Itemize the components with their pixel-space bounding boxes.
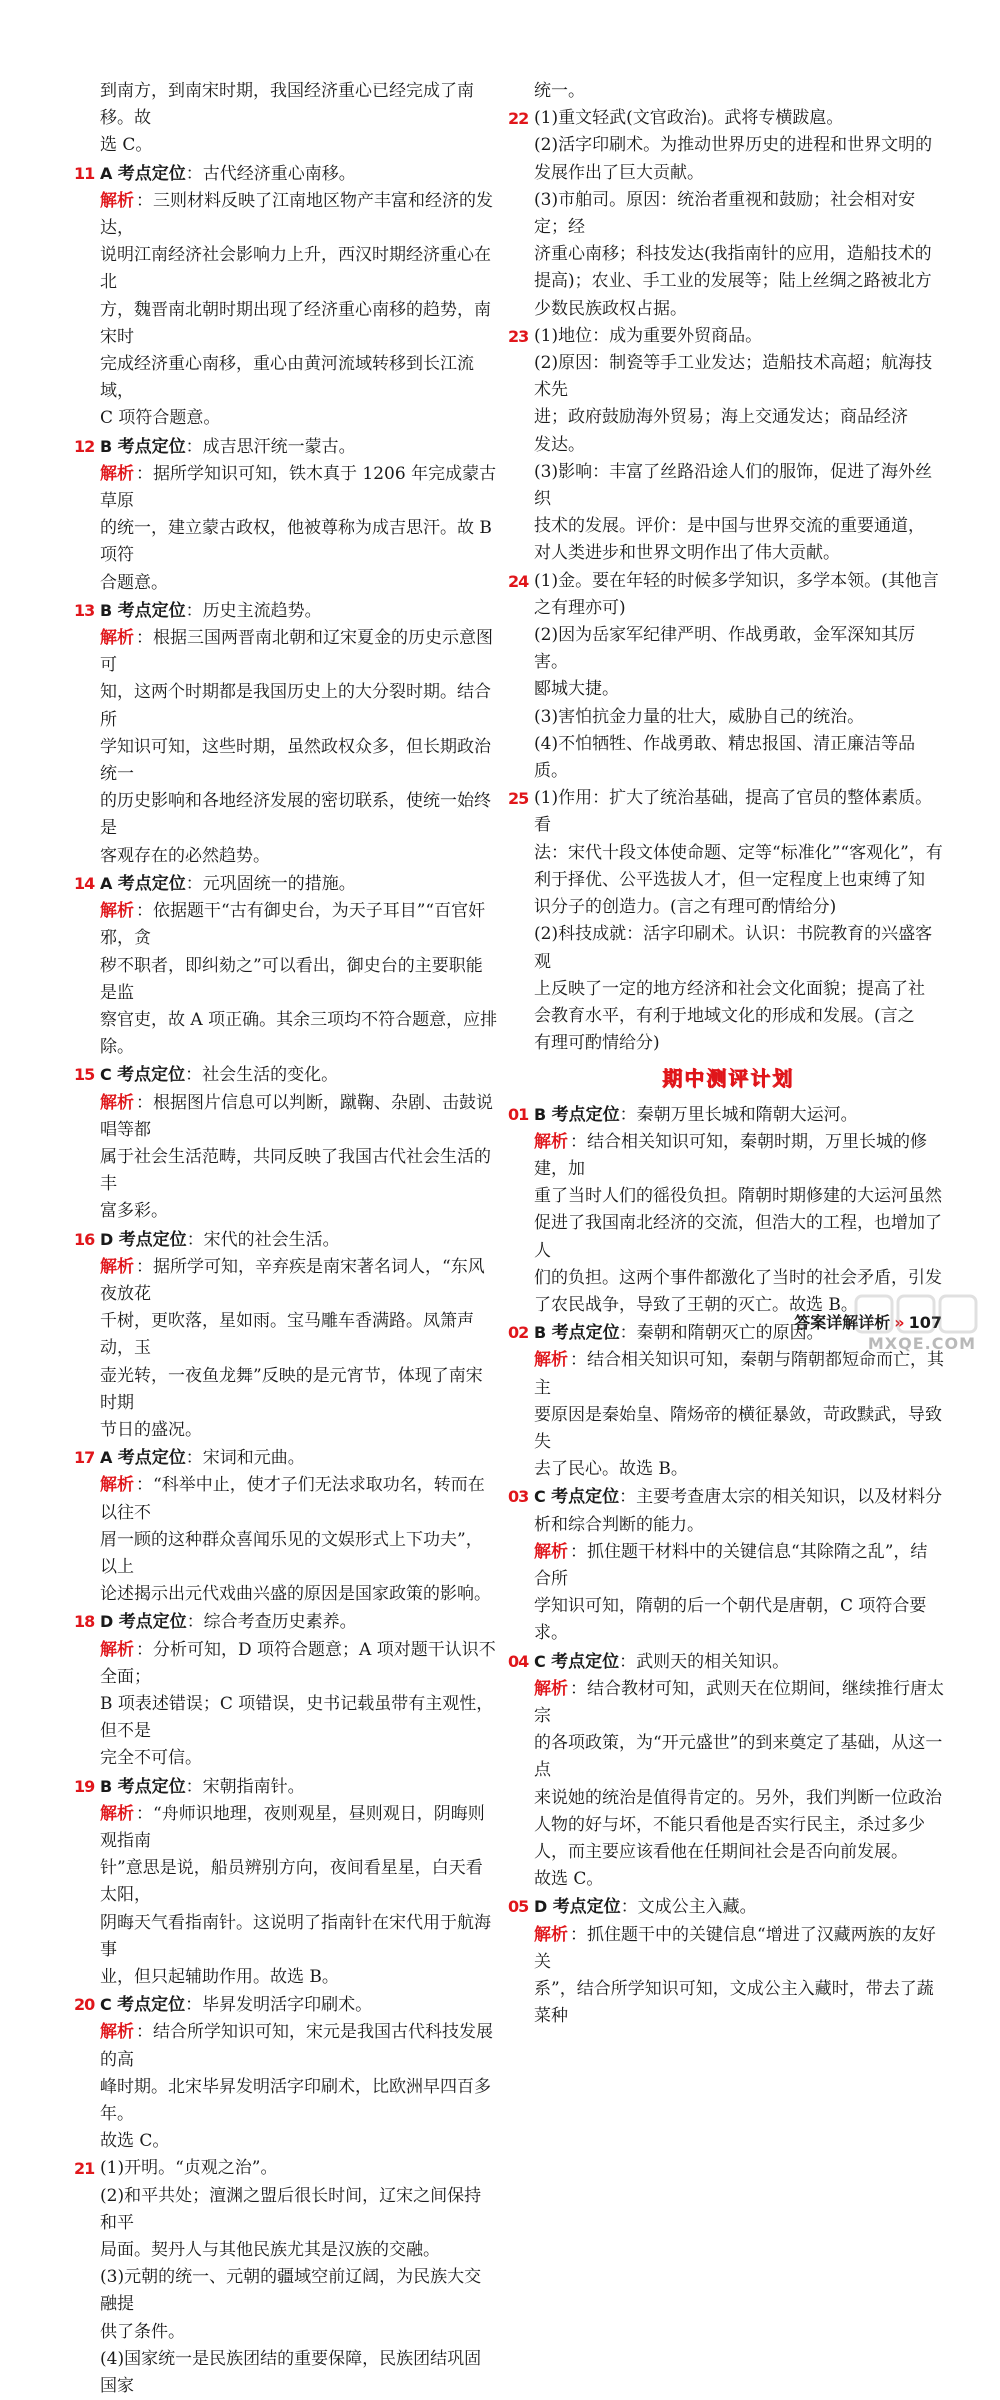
text-line: 察官吏，故 A 项正确。其余三项均不符合题意，应排除。 [100, 1009, 498, 1058]
answer-letter: A [100, 1448, 113, 1468]
question-number: 12 [74, 436, 95, 456]
text-line: 局面。契丹人与其他民族尤其是汉族的交融。 [100, 2240, 440, 2261]
explanation-tag: 解析 [534, 1924, 568, 1945]
section-title: 期中测评计划 [654, 1065, 802, 1092]
explanation-text: 据所学可知，辛弃疾是南宋著名词人，“东风夜放花 [100, 1256, 485, 1304]
explanation-line [78, 1090, 498, 1144]
explanation-colon: ： [570, 1131, 587, 1152]
text-line: 上反映了一定的地方经济和社会文化面貌；提高了社 [534, 978, 925, 999]
right-column [508, 78, 944, 2030]
text-line: 到南方，到南宋时期，我国经济重心已经完成了南移。故 [100, 81, 474, 129]
question-number: 15 [74, 1065, 95, 1085]
question-answer [74, 1991, 498, 2019]
text-line: 壶光转，一夜鱼龙舞”反映的是元宵节，体现了南宋时期 [100, 1365, 483, 1413]
text-line: 之有理亦可) [534, 597, 626, 618]
topic-label: 考点定位 [118, 1229, 187, 1250]
question-number: 02 [508, 1323, 529, 1343]
answer-text: (1)重文轻武(文官政治)。武将专横跋扈。 [534, 108, 844, 129]
text-line: 来说她的统治是值得肯定的。另外，我们判断一位政治 [534, 1787, 942, 1808]
topic-text: ：毕昇发明活字印刷术。 [185, 1995, 373, 2016]
answer-letter: D [100, 1229, 114, 1249]
topic-text: ：主要考查唐太宗的相关知识，以及材料分 [619, 1487, 943, 1508]
text-line: (2)活字印刷术。为推动世界历史的进程和世界文明的 [534, 135, 933, 156]
explanation-colon: ： [136, 901, 153, 922]
explanation-colon: ： [136, 1092, 153, 1113]
topic-text: ：宋词和元曲。 [185, 1448, 305, 1469]
topic-label: 考点定位 [551, 1104, 620, 1125]
explanation-line [512, 1129, 944, 1183]
text-line: 秽不职者，即纠劾之”可以看出，御史台的主要职能是监 [100, 955, 483, 1003]
answer-letter: B [534, 1323, 547, 1343]
answer-text: (1)金。要在年轻的时候多学知识，多学本领。(其他言 [534, 570, 939, 591]
topic-text: ：秦朝和隋朝灭亡的原因。 [619, 1323, 824, 1344]
text-line: 对人类进步和世界文明作出了伟大贡献。 [534, 543, 840, 564]
text-line: 系”，结合所学知识可知，文成公主入藏时，带去了蔬菜种 [534, 1979, 934, 2027]
answer-letter: D [534, 1897, 548, 1917]
answer-letter: A [100, 873, 113, 893]
text-line: B 项表述错误；C 项错误，史书记载虽带有主观性，但不是 [100, 1693, 494, 1742]
question-number: 13 [74, 600, 95, 620]
text-line: 人物的好与坏，不能只看他是否实行民主，杀过多少 [534, 1814, 925, 1835]
answer-letter: A [100, 163, 113, 183]
question-number: 04 [508, 1651, 529, 1671]
text-line: 故选 C。 [100, 2131, 170, 2152]
explanation-line [78, 1637, 498, 1691]
topic-text: ：宋朝指南针。 [185, 1776, 305, 1797]
explanation-text: “舟师识地理，夜则观星，昼则观日，阴晦则观指南 [100, 1803, 485, 1851]
text-line: C 项符合题意。 [100, 408, 221, 429]
text-line: (3)市舶司。原因：统治者重视和鼓励；社会相对安定；经 [534, 189, 916, 238]
section-heading [512, 1065, 944, 1094]
text-line: 学知识可知，隋朝的后一个朝代是唐朝，C 项符合要求。 [534, 1596, 927, 1644]
question-answer [74, 160, 498, 188]
left-column [74, 78, 498, 2400]
question-answer [508, 105, 944, 132]
explanation-text: 抓住题干中的关键信息“增进了汉藏两族的友好关 [534, 1924, 936, 1972]
explanation-tag: 解析 [100, 1475, 134, 1496]
text-line: 知，这两个时期都是我国历史上的大分裂时期。结合所 [100, 682, 491, 730]
text-line: 选 C。 [100, 135, 153, 156]
question-number: 25 [508, 789, 529, 809]
topic-text: ：武则天的相关知识。 [619, 1651, 790, 1672]
answer-letter: B [100, 600, 113, 620]
question-answer [508, 568, 944, 595]
question-number: 01 [508, 1104, 529, 1124]
answer-letter: C [534, 1487, 546, 1507]
explanation-text: 结合相关知识可知，秦朝与隋朝都短命而亡，其主 [534, 1350, 944, 1398]
text-line: 人，而主要应该看他在任期间社会是否向前发展。 [534, 1842, 908, 1862]
topic-label: 考点定位 [117, 873, 186, 894]
text-line: 供了条件。 [100, 2321, 185, 2342]
topic-text: ：文成公主入藏。 [620, 1897, 757, 1918]
explanation-text: 结合相关知识可知，秦朝时期，万里长城的修建，加 [534, 1131, 927, 1179]
topic-text: ：历史主流趋势。 [185, 600, 322, 621]
text-line: (2)和平共处；澶渊之盟后很长时间，辽宋之间保持和平 [100, 2185, 482, 2233]
text-line: 会教育水平，有利于地域文化的形成和发展。(言之 [534, 1005, 915, 1026]
explanation-text: 结合教材可知，武则天在位期间，继续推行唐太宗 [534, 1678, 944, 1726]
footer-label: 答案详解详析 [794, 1313, 891, 1332]
topic-label: 考点定位 [117, 1448, 186, 1469]
explanation-tag: 解析 [100, 1092, 134, 1113]
text-line: 重了当时人们的徭役负担。隋朝时期修建的大运河虽然 [534, 1186, 942, 1207]
topic-label: 考点定位 [117, 436, 186, 457]
text-line: 利于择优、公平选拔人才，但一定程度上也束缚了知 [534, 869, 925, 890]
topic-label: 考点定位 [551, 1323, 620, 1344]
text-line: 法：宋代十段文体使命题、定等“标准化”“客观化”，有 [534, 842, 943, 863]
answer-text: (1)开明。“贞观之治”。 [100, 2158, 278, 2179]
explanation-colon: ： [570, 1541, 587, 1562]
text-line: 统一。 [534, 81, 585, 101]
explanation-line [78, 898, 498, 952]
question-answer [74, 870, 498, 898]
topic-label: 考点定位 [117, 1995, 186, 2016]
text-line: 去了民心。故选 B。 [534, 1459, 688, 1480]
answer-letter: B [100, 1776, 113, 1796]
explanation-tag: 解析 [100, 1803, 134, 1824]
explanation-line [78, 1472, 498, 1526]
question-number: 24 [508, 571, 529, 591]
text-line: 客观存在的必然趋势。 [100, 845, 270, 866]
question-answer [74, 1773, 498, 1801]
question-answer [74, 433, 498, 461]
text-line: (3)害怕抗金力量的壮大，威胁自己的统治。 [534, 706, 865, 727]
explanation-text: 结合所学知识可知，宋元是我国古代科技发展的高 [100, 2022, 493, 2070]
text-line: 的各项政策，为“开元盛世”的到来奠定了基础，从这一点 [534, 1733, 943, 1781]
question-answer [74, 1444, 498, 1472]
explanation-colon: ： [570, 1678, 587, 1699]
question-answer [74, 2155, 498, 2182]
text-line: 提高)；农业、手工业的发展等；陆上丝绸之路被北方 [534, 271, 932, 292]
text-line: 节日的盛况。 [100, 1419, 202, 1440]
topic-label: 考点定位 [117, 163, 186, 184]
text-line: 识分子的创造力。(言之有理可酌情给分) [534, 897, 837, 918]
text-line: 论述揭示出元代戏曲兴盛的原因是国家政策的影响。 [100, 1584, 491, 1605]
explanation-line [78, 461, 498, 515]
question-answer [74, 1226, 498, 1254]
question-number: 14 [74, 873, 95, 893]
explanation-text: “科举中止，使才子们无法求取功名，转而在以往不 [100, 1475, 485, 1523]
answer-letter: B [100, 436, 113, 456]
topic-text: ：成吉思汗统一蒙古。 [185, 436, 356, 457]
page-number: 107 [908, 1313, 942, 1332]
answer-letter: B [534, 1104, 547, 1124]
explanation-text: 分析可知，D 项符合题意；A 项对题干认识不全面； [100, 1639, 496, 1687]
explanation-line [512, 1539, 944, 1593]
text-line: (4)国家统一是民族团结的重要保障，民族团结巩固国家 [100, 2348, 482, 2397]
question-answer [508, 1648, 944, 1676]
topic-label: 考点定位 [552, 1897, 621, 1918]
question-answer [508, 785, 944, 839]
text-line: 阴晦天气看指南针。这说明了指南针在宋代用于航海事 [100, 1912, 491, 1960]
explanation-text: 三则材料反映了江南地区物产丰富和经济的发达， [100, 190, 493, 239]
text-line: 合题意。 [100, 572, 168, 593]
text-line: 少数民族政权占据。 [534, 298, 687, 319]
answer-text: (1)地位：成为重要外贸商品。 [534, 325, 763, 346]
text-line: 郾城大捷。 [534, 679, 619, 700]
text-line: 针”意思是说，船员辨别方向，夜间看星星，白天看太阳， [100, 1858, 483, 1906]
question-number: 03 [508, 1487, 529, 1507]
explanation-colon: ： [136, 1475, 153, 1496]
text-line: (2)因为岳家军纪律严明、作战勇敢，金军深知其厉害。 [534, 625, 916, 673]
question-number: 19 [74, 1776, 95, 1796]
question-answer [508, 1483, 944, 1511]
explanation-tag: 解析 [534, 1678, 568, 1699]
topic-label: 考点定位 [551, 1651, 620, 1672]
text-line: 发达。 [534, 434, 585, 455]
explanation-colon: ： [570, 1350, 587, 1371]
explanation-colon: ： [136, 1639, 153, 1660]
text-line: 的历史影响和各地经济发展的密切联系，使统一始终是 [100, 791, 491, 839]
question-answer [508, 323, 944, 350]
text-line: 有理可酌情给分) [534, 1033, 660, 1054]
explanation-text: 抓住题干材料中的关键信息“其除隋之乱”，结合所 [534, 1541, 928, 1589]
watermark-text: MXQE.COM [867, 1334, 976, 1353]
explanation-text: 据所学知识可知，铁木真于 1206 年完成蒙古草原 [100, 463, 497, 512]
text-line: 析和综合判断的能力。 [534, 1514, 704, 1535]
explanation-line [78, 2019, 498, 2073]
question-answer [508, 1893, 944, 1921]
explanation-text: 根据图片信息可以判断，蹴鞠、杂剧、击鼓说唱等都 [100, 1092, 493, 1140]
explanation-text: 依据题干“古有御史台，为天子耳目”“百官奸邪，贪 [100, 901, 486, 949]
question-answer [74, 1061, 498, 1089]
topic-text: ：宋代的社会生活。 [186, 1229, 340, 1250]
answer-letter: C [100, 1995, 112, 2015]
text-line: 富多彩。 [100, 1201, 168, 1222]
topic-label: 考点定位 [551, 1487, 620, 1508]
explanation-tag: 解析 [100, 2022, 134, 2043]
explanation-colon: ： [136, 628, 153, 649]
explanation-line [78, 188, 498, 242]
topic-text: ：秦朝万里长城和隋朝大运河。 [619, 1104, 858, 1125]
text-line: 要原因是秦始皇、隋炀帝的横征暴敛，苛政黩武，导致失 [534, 1404, 942, 1452]
explanation-tag: 解析 [100, 463, 134, 484]
question-answer [508, 1101, 944, 1129]
text-line: 千树，更吹落，星如雨。宝马雕车香满路。凤箫声动，玉 [100, 1311, 474, 1359]
explanation-line [512, 1922, 944, 1976]
explanation-line [78, 1801, 498, 1855]
text-line: 方，魏晋南北朝时期出现了经济重心南移的趋势，南宋时 [100, 299, 491, 347]
question-number: 21 [74, 2159, 95, 2179]
question-number: 11 [74, 163, 95, 183]
question-number: 05 [508, 1897, 529, 1917]
explanation-line [78, 625, 498, 679]
question-answer [74, 1608, 498, 1636]
explanation-line [512, 1676, 944, 1730]
answer-letter: C [100, 1065, 112, 1085]
explanation-tag: 解析 [100, 1256, 134, 1277]
explanation-tag: 解析 [100, 628, 134, 649]
text-line: 了农民战争，导致了王朝的灭亡。故选 B。 [534, 1294, 858, 1315]
text-line: 屑一顾的这种群众喜闻乐见的文娱形式上下功夫”，以上 [100, 1529, 483, 1577]
topic-text: ：综合考查历史素养。 [186, 1612, 357, 1633]
explanation-tag: 解析 [100, 901, 134, 922]
topic-text: ：社会生活的变化。 [185, 1065, 339, 1086]
double-arrow-icon: » [894, 1313, 905, 1332]
question-number: 18 [74, 1612, 95, 1632]
text-line: 完全不可信。 [100, 1748, 202, 1769]
text-line: (4)不怕牺牲、作战勇敢、精忠报国、清正廉洁等品质。 [534, 733, 916, 782]
explanation-text: 根据三国两晋南北朝和辽宋夏金的历史示意图可 [100, 628, 493, 676]
explanation-tag: 解析 [100, 1639, 134, 1660]
text-line: 的统一，建立蒙古政权，他被尊称为成吉思汗。故 B 项符 [100, 518, 492, 566]
explanation-colon: ： [136, 2022, 153, 2043]
answer-letter: C [534, 1651, 546, 1671]
question-answer [74, 597, 498, 625]
text-line: 属于社会生活范畴，共同反映了我国古代社会生活的丰 [100, 1146, 491, 1195]
explanation-colon: ： [570, 1924, 587, 1945]
topic-label: 考点定位 [117, 1776, 186, 1797]
question-number: 16 [74, 1229, 95, 1249]
text-line: (3)影响：丰富了丝路沿途人们的服饰，促进了海外丝织 [534, 461, 933, 510]
explanation-colon: ： [136, 190, 153, 211]
text-line: 完成经济重心南移，重心由黄河流域转移到长江流域， [100, 354, 474, 402]
text-line: (2)原因：制瓷等手工业发达；造船技术高超；航海技术先 [534, 353, 933, 401]
text-line: 故选 C。 [534, 1869, 604, 1890]
text-line: 进；政府鼓励海外贸易；海上交通发达；商品经济 [534, 407, 908, 428]
explanation-colon: ： [136, 1256, 153, 1277]
topic-label: 考点定位 [118, 1612, 187, 1633]
answer-text: (1)作用：扩大了统治基础，提高了官员的整体素质。看 [534, 788, 933, 836]
explanation-tag: 解析 [534, 1131, 568, 1152]
topic-text: ：元巩固统一的措施。 [185, 873, 356, 894]
topic-label: 考点定位 [117, 1065, 186, 1086]
text-line: 学知识可知，这些时期，虽然政权众多，但长期政治统一 [100, 736, 491, 785]
text-line: (3)元朝的统一、元朝的疆域空前辽阔，为民族大交融提 [100, 2267, 482, 2315]
explanation-tag: 解析 [100, 190, 134, 211]
text-line: 峰时期。北宋毕昇发明活字印刷术，比欧洲早四百多年。 [100, 2076, 491, 2125]
text-line: 说明江南经济社会影响力上升，西汉时期经济重心在北 [100, 245, 491, 293]
topic-text: ：古代经济重心南移。 [185, 163, 356, 184]
text-line: 技术的发展。评价：是中国与世界交流的重要通道， [534, 516, 925, 537]
question-number: 23 [508, 326, 529, 346]
text-line: 促进了我国南北经济的交流，但浩大的工程，也增加了人 [534, 1213, 942, 1261]
topic-label: 考点定位 [117, 600, 186, 621]
explanation-tag: 解析 [534, 1350, 568, 1371]
question-number: 22 [508, 109, 529, 129]
text-line: 济重心南移；科技发达(我指南针的应用，造船技术的 [534, 244, 932, 265]
question-number: 20 [74, 1995, 95, 2015]
explanation-tag: 解析 [534, 1541, 568, 1562]
answer-letter: D [100, 1612, 114, 1632]
explanation-colon: ： [136, 463, 153, 484]
text-line: (2)科技成就：活字印刷术。认识：书院教育的兴盛客观 [534, 924, 933, 972]
explanation-line [78, 1254, 498, 1308]
text-line: 业，但只起辅助作用。故选 B。 [100, 1967, 339, 1988]
text-line: 发展作出了巨大贡献。 [534, 162, 704, 183]
explanation-colon: ： [136, 1803, 153, 1824]
question-number: 17 [74, 1448, 95, 1468]
text-line: 们的负担。这两个事件都激化了当时的社会矛盾，引发 [534, 1267, 942, 1288]
